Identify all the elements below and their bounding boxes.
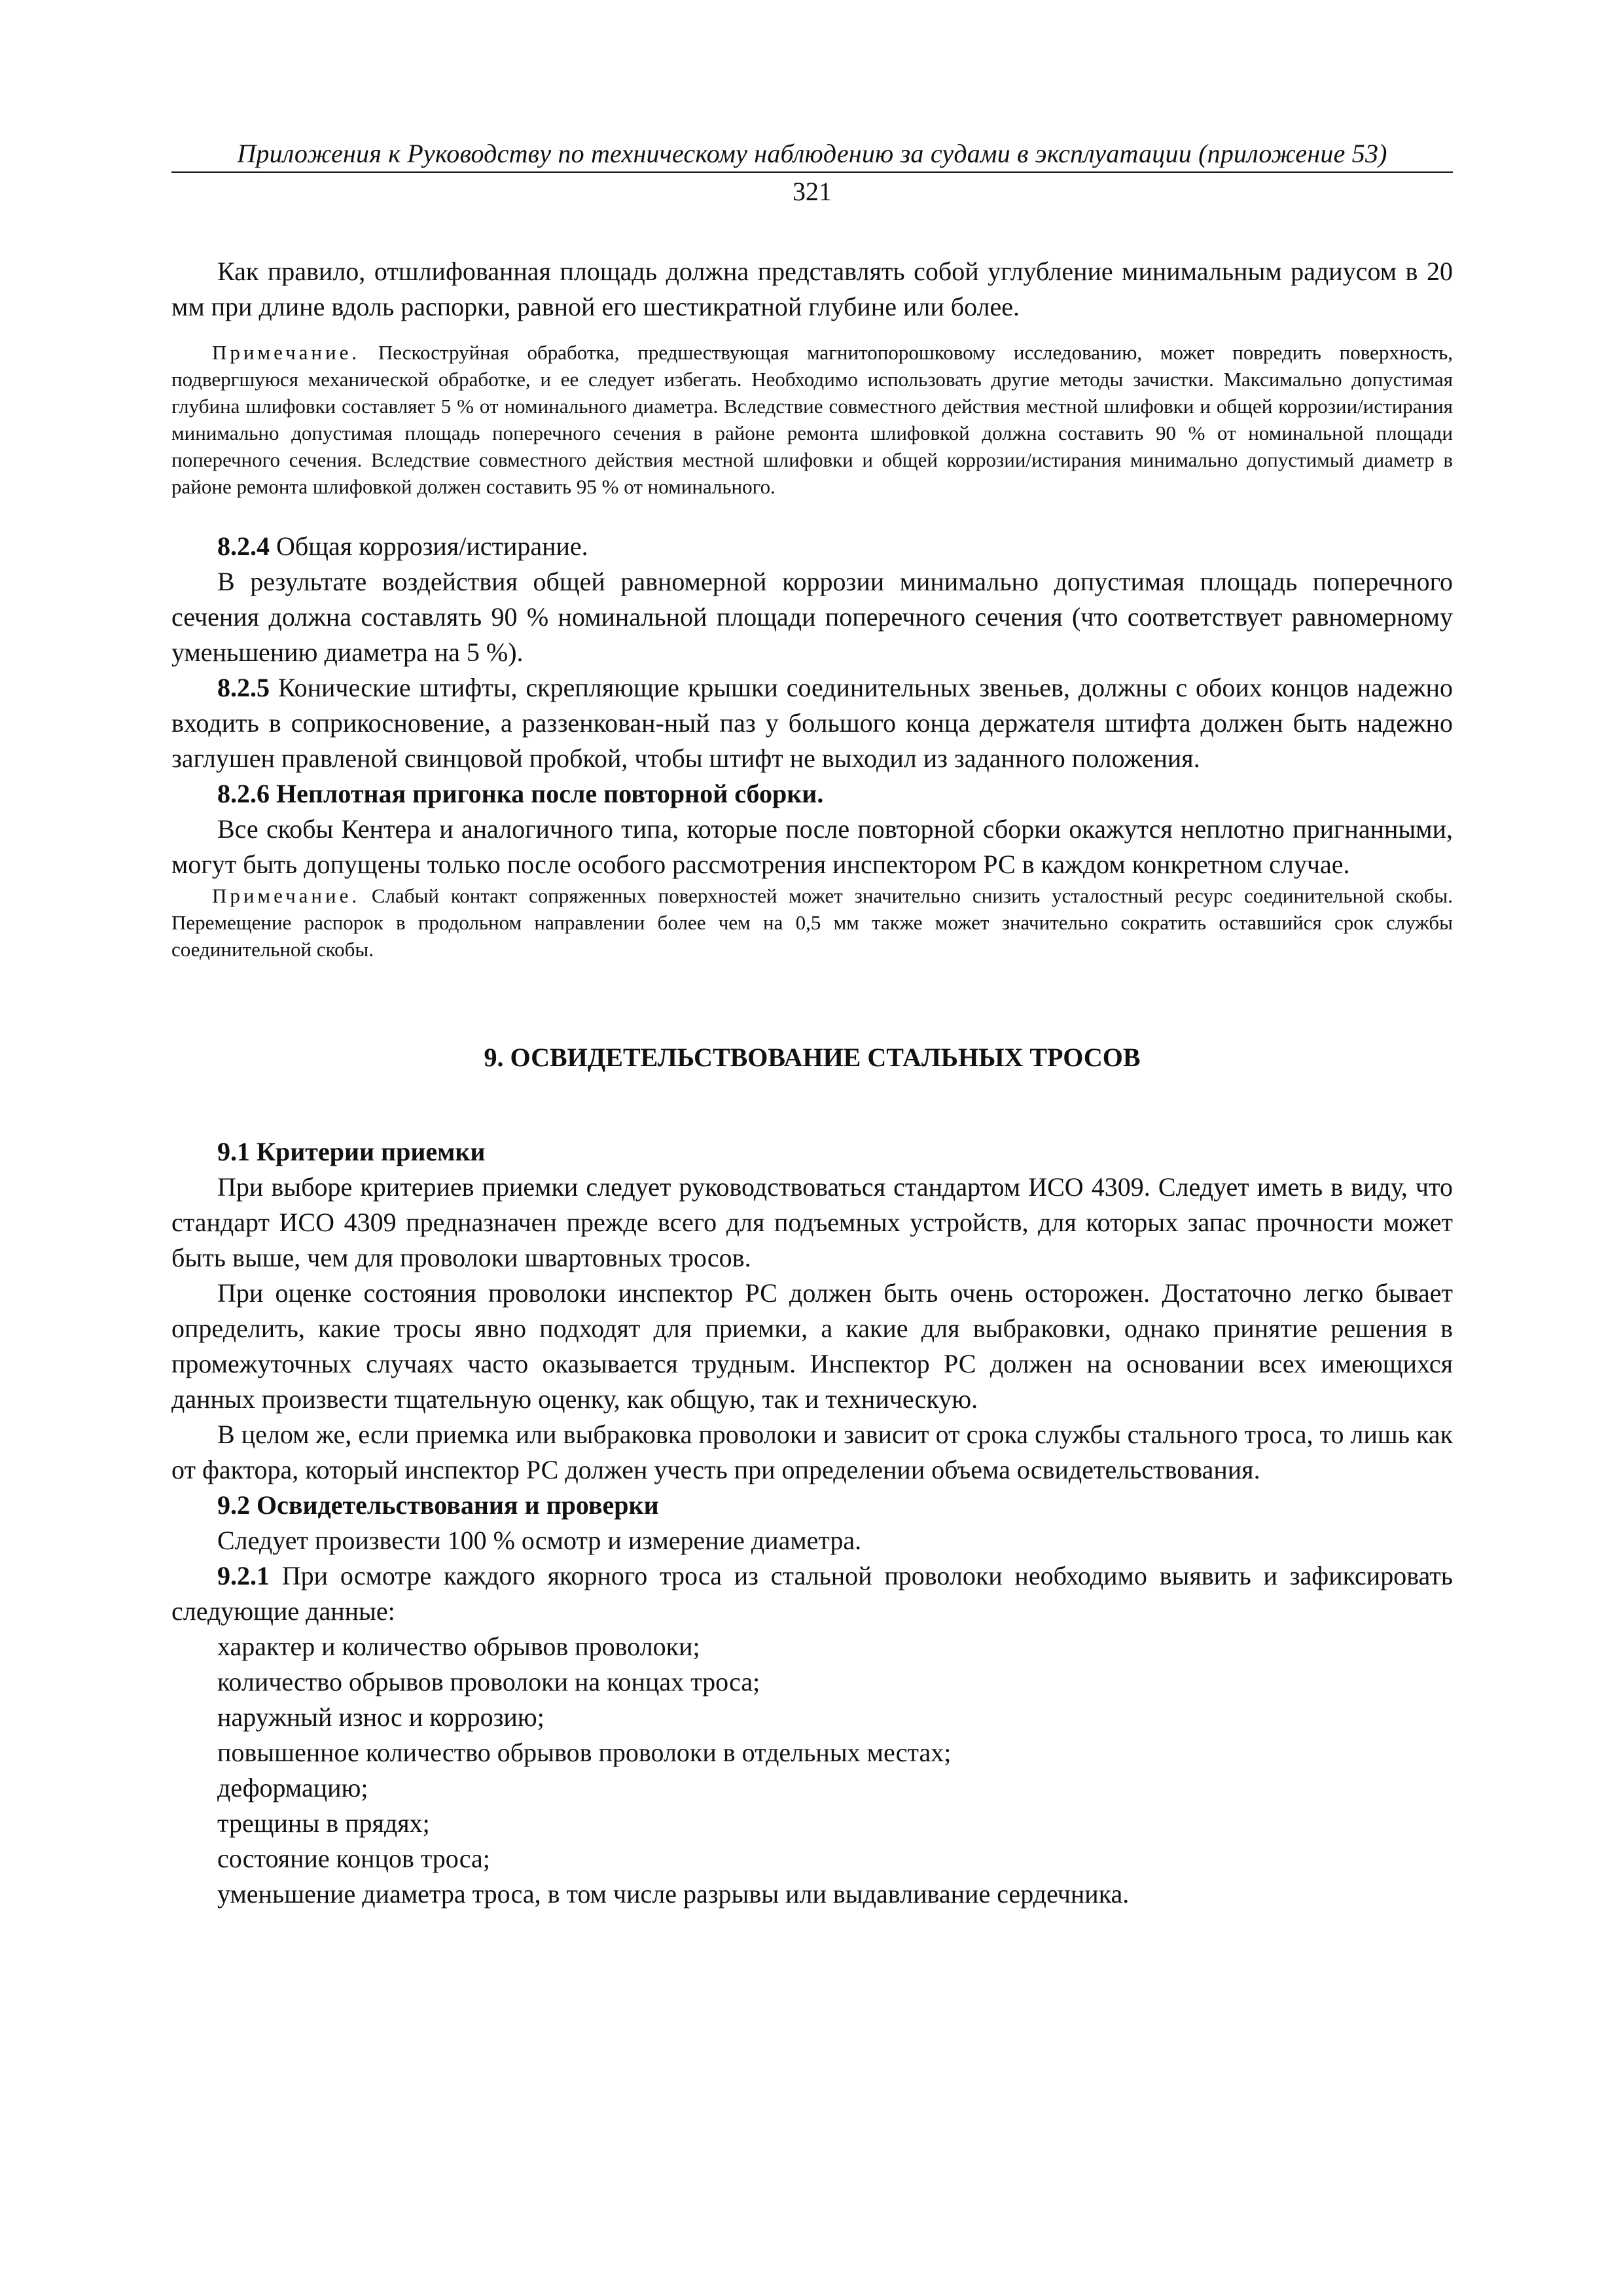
section-9-1-paragraph-1: При выборе критериев приемки следует руководствоваться стандартом ИСО 4309. Следует иметь в виду, что стандарт ИСО 4309 предназначен прежде всего для подъемных устройств, для которых запас прочности может быть выше, чем для проволоки швартовных тросов.	[171, 1172, 1453, 1272]
section-8-2-4-text: В результате воздействия общей равномерной коррозии минимально допустимая площадь поперечного сечения должна составлять 90 % номинальной площади поперечного сечения (что соответствует равномерному уменьшению диаметра на 5 %).	[171, 567, 1453, 667]
document-page	[171, 137, 1453, 1912]
section-8-2-5-text: Конические штифты, скрепляющие крышки соединительных звеньев, должны с обоих концов надежно входить в соприкосновение, а раззенкован-ный паз у большого конца держателя штифта должен быть надежно заглушен правленой свинцовой пробкой, чтобы штифт не выходил из заданного положения.	[171, 673, 1453, 773]
note-2-text: Слабый контакт сопряженных поверхностей может значительно снизить усталостный ресурс соединительной скобы. Перемещение распорок в продольном направлении более чем на 0,5 мм также может значительно сократить оставшийся срок службы соединительной скобы.	[171, 884, 1454, 961]
section-8-2-6-text: Все скобы Кентера и аналогичного типа, которые после повторной сборки окажутся неплотно пригнанными, могут быть допущены только после особого рассмотрения инспектором РС в каждом конкретном случае.	[171, 814, 1453, 879]
section-8-2-5-paragraph	[171, 670, 1453, 776]
section-8-2-4-title: Общая коррозия/истирание.	[276, 531, 588, 561]
section-9-1-heading: 9.1 Критерии приемки	[217, 1137, 486, 1166]
section-8-2-5-number: 8.2.5	[217, 673, 270, 702]
list-item: повышенное количество обрывов проволоки в отдельных местах;	[217, 1738, 952, 1767]
list-item: деформацию;	[217, 1773, 368, 1803]
section-9-2-1-text: При осмотре каждого якорного троса из стальной проволоки необходимо выявить и зафиксировать следующие данные:	[171, 1561, 1453, 1626]
note-2-label: Примечание.	[212, 884, 361, 907]
note-1-label: Примечание.	[212, 341, 361, 364]
note-2	[171, 882, 1453, 963]
section-9-title: 9. ОСВИДЕТЕЛЬСТВОВАНИЕ СТАЛЬНЫХ ТРОСОВ	[484, 1043, 1141, 1072]
page-number: 321	[793, 177, 832, 206]
section-8-2-4-number: 8.2.4	[217, 531, 270, 561]
section-9-1-paragraph-2: При оценке состояния проволоки инспектор РС должен быть очень осторожен. Достаточно легко бывает определить, какие тросы явно подходят для приемки, а какие для выбраковки, однако принятие решения в промежуточных случаях часто оказывается трудным. Инспектор РС должен на основании всех имеющихся данных произвести тщательную оценку, как общую, так и техническую.	[171, 1278, 1453, 1414]
list-item: характер и количество обрывов проволоки;	[217, 1632, 700, 1661]
section-9-2-1-paragraph	[171, 1558, 1453, 1629]
section-8-2-4-heading	[171, 529, 1453, 564]
section-9-1-paragraph-3: В целом же, если приемка или выбраковка проволоки и зависит от срока службы стального троса, то лишь как от фактора, который инспектор РС должен учесть при определении объема освидетельствования.	[171, 1420, 1453, 1484]
section-9-2-paragraph: Следует произвести 100 % осмотр и измерение диаметра.	[217, 1526, 862, 1555]
section-8-2-6-heading: 8.2.6 Неплотная пригонка после повторной сборки.	[217, 779, 824, 808]
inspection-list	[171, 1629, 1453, 1912]
list-item: уменьшение диаметра троса, в том числе разрывы или выдавливание сердечника.	[217, 1879, 1130, 1909]
list-item: количество обрывов проволоки на концах троса;	[217, 1667, 760, 1696]
intro-paragraph: Как правило, отшлифованная площадь должна представлять собой углубление минимальным радиусом в 20 мм при длине вдоль распорки, равной его шестикратной глубине или более.	[171, 257, 1453, 321]
list-item: наружный износ и коррозию;	[217, 1702, 544, 1732]
note-1-text: Пескоструйная обработка, предшествующая магнитопорошковому исследованию, может повредить поверхность, подвергшуюся механической обработке, и ее следует избегать. Необходимо использовать другие методы зачистки. Максимально допустимая глубина шлифовки составляет 5 % от номинального диаметра. Вследствие совместного действия местной шлифовки и общей коррозии/истирания минимально допустимая площадь поперечного сечения в районе ремонта шлифовкой должна составить 90 % от номинальной площади поперечного сечения. Вследствие совместного действия местной шлифовки и общей коррозии/истирания минимально допустимый диаметр в районе ремонта шлифовкой должен составить 95 % от номинального.	[171, 341, 1453, 498]
list-item: состояние концов троса;	[217, 1844, 490, 1873]
list-item: трещины в прядях;	[217, 1808, 430, 1838]
running-title: Приложения к Руководству по техническому наблюдению за судами в эксплуатации (приложение 53)	[171, 137, 1453, 173]
section-9-2-heading: 9.2 Освидетельствования и проверки	[217, 1490, 659, 1520]
section-9-2-1-number: 9.2.1	[217, 1561, 270, 1590]
note-1	[171, 339, 1453, 500]
